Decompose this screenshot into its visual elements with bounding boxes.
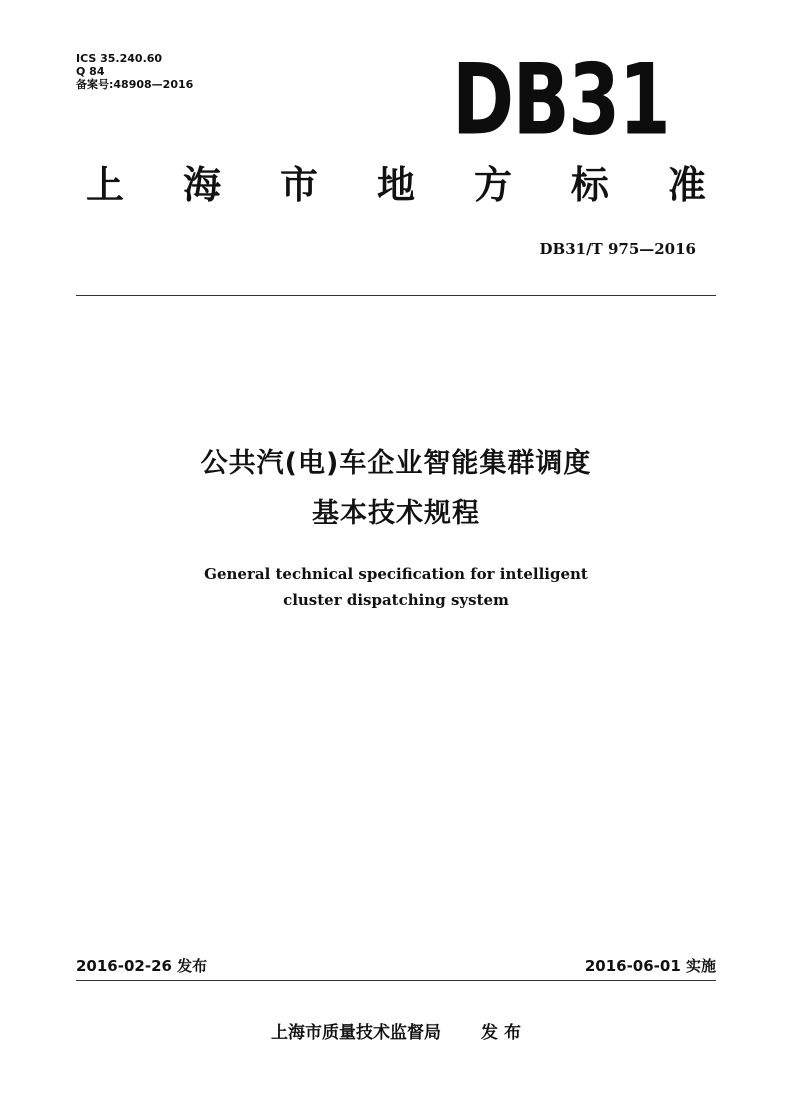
classification-block	[76, 52, 193, 91]
title-cn-line1: 公共汽(电)车企业智能集群调度	[200, 448, 592, 479]
standard-code: DB31/T 975—2016	[539, 240, 696, 258]
db31-logo: DB31	[452, 42, 670, 157]
standard-type-char: 上	[86, 163, 125, 207]
standard-type-char: 海	[182, 163, 221, 207]
title-cn-line2: 基本技术规程	[312, 498, 480, 529]
ics-code: ICS 35.240.60	[76, 52, 163, 65]
publisher-name: 上海市质量技术监督局	[271, 1023, 442, 1043]
standard-type-char: 方	[473, 163, 512, 207]
record-number: 备案号:48908—2016	[76, 78, 194, 91]
publisher-line	[0, 1018, 792, 1043]
top-divider	[76, 295, 716, 296]
bottom-divider	[76, 980, 716, 981]
standard-type-char: 市	[279, 163, 318, 207]
title-en-line2: cluster dispatching system	[283, 591, 509, 609]
ccs-code: Q 84	[76, 65, 105, 78]
standard-type-char: 标	[570, 163, 609, 207]
standard-type-char: 准	[667, 163, 706, 207]
publish-date: 2016-02-26 发布	[76, 957, 208, 975]
implement-date: 2016-06-01 实施	[584, 957, 716, 975]
standard-type-char: 地	[376, 163, 415, 207]
title-en-line1: General technical specification for intelligent	[204, 565, 588, 583]
standard-type-heading	[86, 160, 706, 210]
publisher-action: 发 布	[481, 1023, 521, 1043]
